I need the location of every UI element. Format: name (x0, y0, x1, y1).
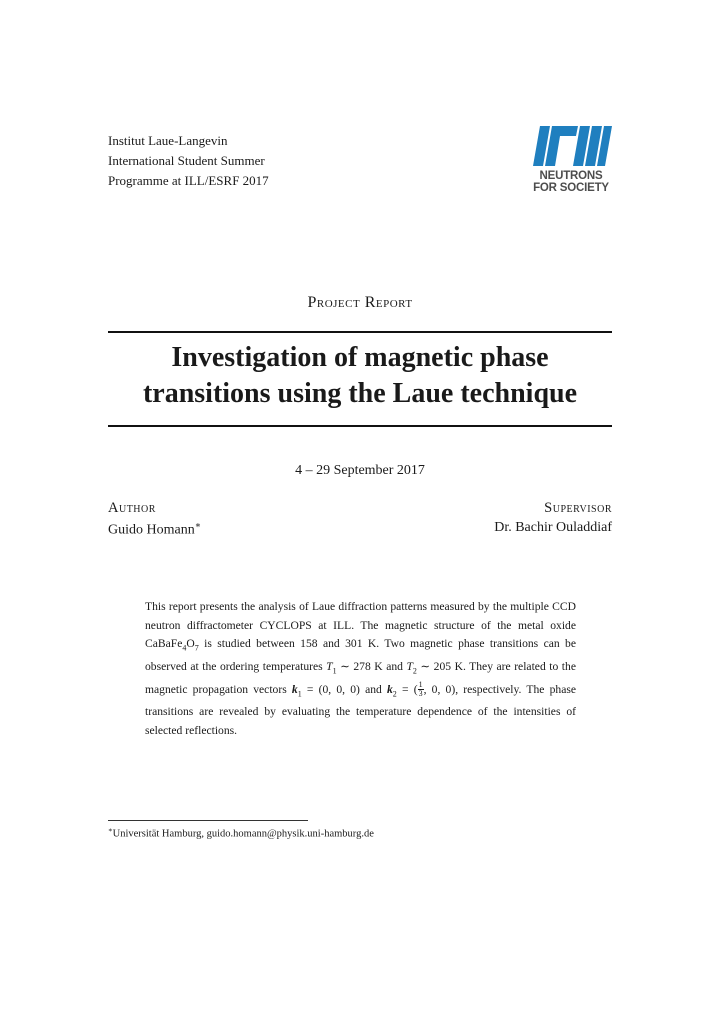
abstract-text: , 0, 0), respectively. The phase transitions are revealed by evaluating the temperature dependence of the intensities of selected reflections. (145, 682, 577, 737)
institute-line-3: Programme at ILL/ESRF 2017 (108, 173, 269, 188)
author-role: Author (108, 500, 156, 516)
temperature-symbol: T (326, 659, 333, 673)
supervisor-name: Dr. Bachir Ouladdiaf (494, 520, 612, 535)
author-footnote-mark: ∗ (194, 520, 201, 530)
abstract-text: ∼ 205 K. They are related to the magnetic propagation vectors (145, 659, 576, 696)
logo-text-line-1: NEUTRONS (539, 170, 603, 182)
abstract-subscript: 4 (182, 643, 187, 653)
fraction-denominator: 3 (418, 689, 423, 699)
abstract-subscript: 2 (412, 666, 417, 676)
title-rule-bottom (108, 425, 612, 427)
abstract-text: This report presents the analysis of Laue diffraction patterns measured by the multiple CCD neutron diffractometer CYCLOPS at ILL. The magnetic structure of the metal oxide CaBaFe (145, 600, 576, 650)
date: 4 – 29 September 2017 (295, 463, 425, 478)
abstract-text: is studied between 158 and 301 K. Two magnetic phase transitions can be observed at the ordering temperatures (145, 637, 576, 673)
abstract (145, 598, 576, 740)
abstract-subscript: 7 (194, 643, 199, 653)
author-name-block (108, 520, 201, 539)
abstract-text: = ( (396, 682, 418, 696)
title-rule-top (108, 331, 612, 333)
logo-text-line-2: FOR SOCIETY (533, 182, 609, 194)
ill-logo-mark (530, 120, 612, 172)
fraction-numerator: 1 (418, 680, 423, 690)
abstract-subscript: 2 (392, 688, 397, 698)
footnote-text: Universität Hamburg, guido.homann@physik.uni-hamburg.de (112, 828, 374, 840)
temperature-symbol: T (406, 659, 413, 673)
footnote-rule (108, 820, 308, 821)
institute-line-2: International Student Summer (108, 153, 265, 168)
report-type: Project Report (307, 294, 413, 311)
abstract-text: ∼ 278 K and (336, 659, 407, 673)
abstract-subscript: 1 (297, 688, 302, 698)
propagation-vector-symbol: k (291, 682, 298, 696)
footnote (108, 826, 374, 840)
supervisor-role: Supervisor (544, 500, 612, 516)
title-line-1: Investigation of magnetic phase (171, 342, 549, 373)
ill-logo (530, 120, 612, 196)
page-title (108, 340, 612, 412)
propagation-vector-symbol: k (387, 682, 393, 696)
institute-line-1: Institut Laue-Langevin (108, 133, 228, 148)
institute-block (108, 131, 269, 191)
author-name: Guido Homann (108, 522, 195, 538)
title-line-2: transitions using the Laue technique (142, 378, 578, 409)
abstract-text: O (186, 637, 195, 650)
abstract-text: = (0, 0, 0) and (301, 682, 387, 696)
abstract-subscript: 1 (332, 666, 337, 676)
footnote-mark: ∗ (108, 827, 113, 834)
